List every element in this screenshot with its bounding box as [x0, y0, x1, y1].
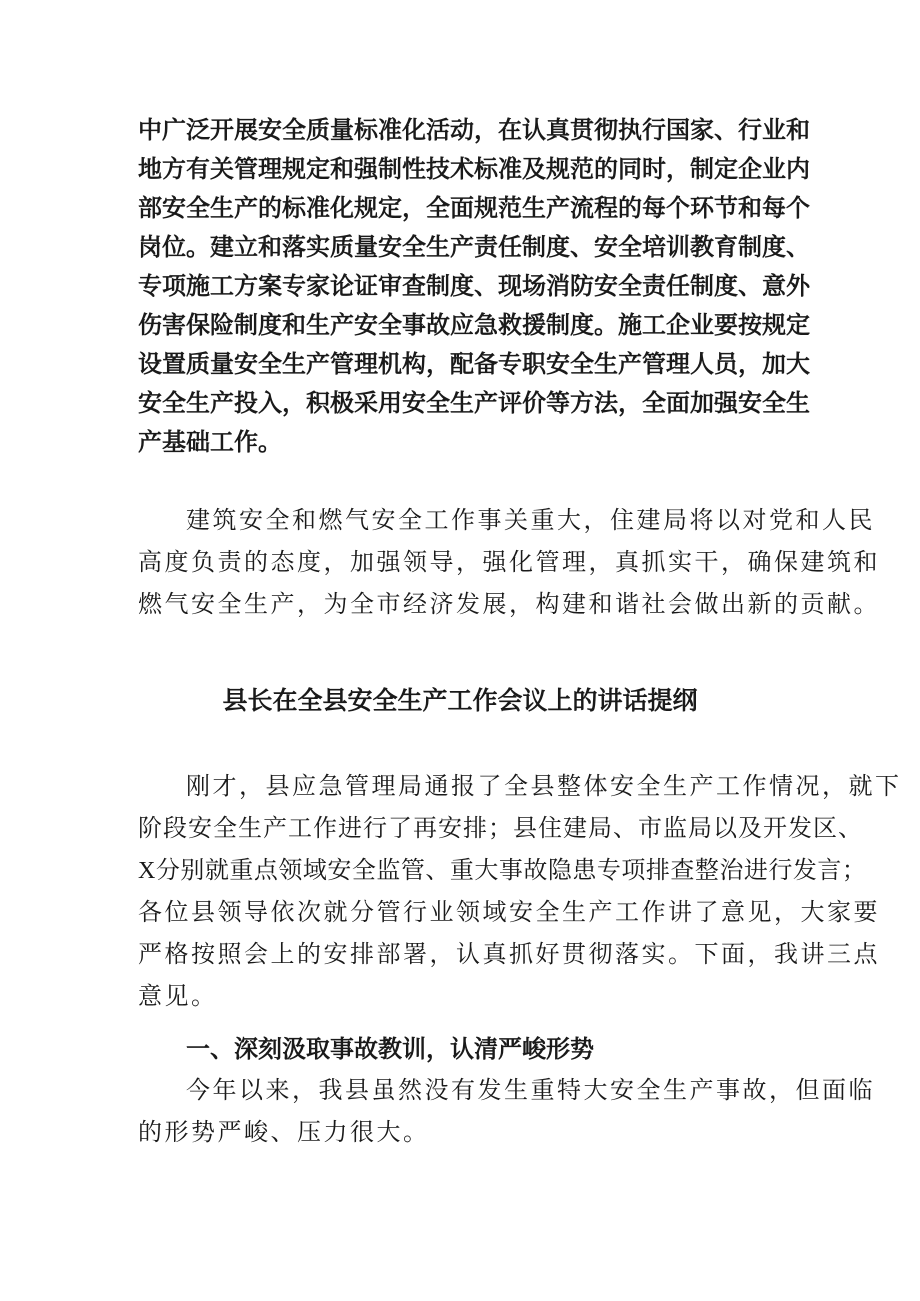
- text-line: 今年以来，我县虽然没有发生重特大安全生产事故，但面临: [186, 1078, 875, 1104]
- text-line: 意见。: [138, 984, 218, 1010]
- section-heading: 一、深刻汲取事故教训，认清严峻形势: [186, 1036, 594, 1063]
- text-line: 部安全生产的标准化规定，全面规范生产流程的每个环节和每个: [138, 195, 810, 222]
- text-line: 建筑安全和燃气安全工作事关重大，住建局将以对党和人民: [186, 508, 875, 534]
- text-line: 阶段安全生产工作进行了再安排；县住建局、市监局以及开发区、: [138, 816, 863, 842]
- text-line: 各位县领导依次就分管行业领域安全生产工作讲了意见，大家要: [138, 900, 880, 926]
- text-line: 高度负责的态度，加强领导，强化管理，真抓实干，确保建筑和: [138, 550, 880, 576]
- text-line: 刚才，县应急管理局通报了全县整体安全生产工作情况，就下: [186, 774, 902, 800]
- text-line: 中广泛开展安全质量标准化活动，在认真贯彻执行国家、行业和: [138, 117, 810, 144]
- text-line: 设置质量安全生产管理机构，配备专职安全生产管理人员，加大: [138, 351, 810, 378]
- document-title: 县长在全县安全生产工作会议上的讲话提纲: [222, 687, 698, 715]
- text-line: 的形势严峻、压力很大。: [138, 1120, 430, 1146]
- text-line: 岗位。建立和落实质量安全生产责任制度、安全培训教育制度、: [138, 234, 810, 261]
- text-line: 严格按照会上的安排部署，认真抓好贯彻落实。下面，我讲三点: [138, 942, 880, 968]
- text-line: 伤害保险制度和生产安全事故应急救援制度。施工企业要按规定: [138, 312, 810, 339]
- text-line: 燃气安全生产，为全市经济发展，构建和谐社会做出新的贡献。: [138, 592, 880, 618]
- text-line: 安全生产投入，积极采用安全生产评价等方法，全面加强安全生: [138, 390, 810, 417]
- text-line: X分别就重点领域安全监管、重大事故隐患专项排查整治进行发言；: [138, 858, 867, 884]
- text-line: 专项施工方案专家论证审查制度、现场消防安全责任制度、意外: [138, 273, 810, 300]
- text-line: 地方有关管理规定和强制性技术标准及规范的同时，制定企业内: [138, 156, 810, 183]
- text-line: 产基础工作。: [138, 429, 282, 456]
